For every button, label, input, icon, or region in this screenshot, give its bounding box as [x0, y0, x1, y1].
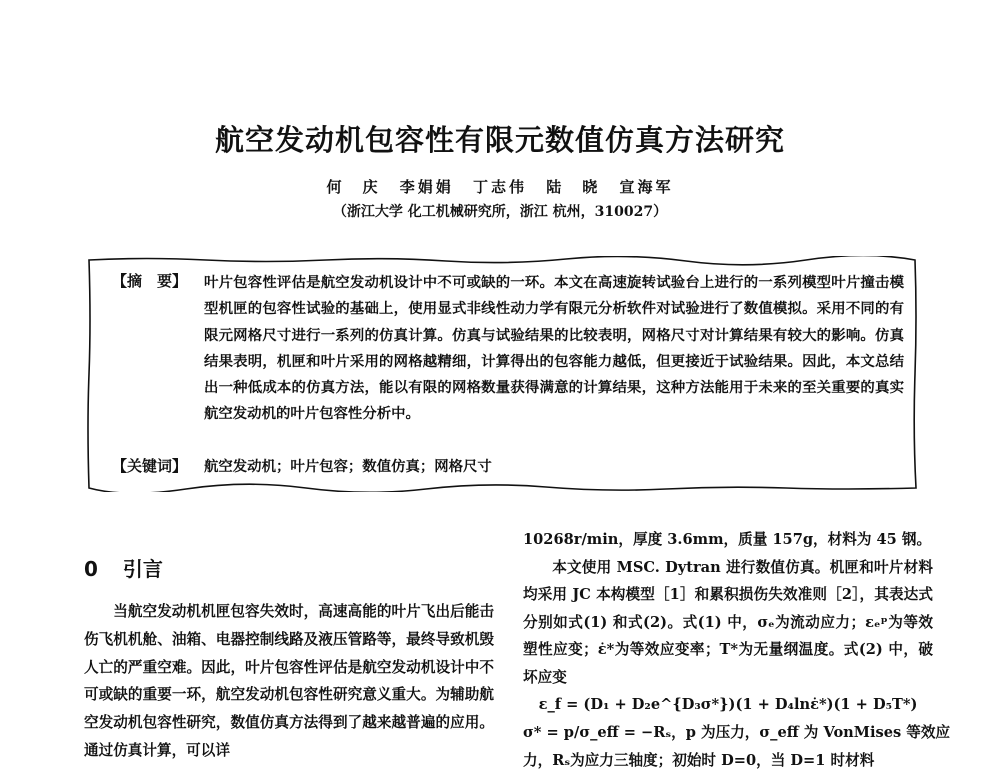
right-column — [523, 526, 933, 774]
author-list — [0, 176, 1000, 197]
paper-title: 航空发动机包容性有限元数值仿真方法研究 — [0, 118, 1000, 159]
abstract-label: 【摘 要】 — [112, 270, 187, 291]
abstract-text: 叶片包容性评估是航空发动机设计中不可或缺的一环。本文在高速旋转试验台上进行的一系列模型叶片撞击模型机匣的包容性试验的基础上，使用显式非线性动力学有限元分析软件对试验进行了数值模拟。采用不同的有限元网格尺寸进行一系列的仿真计算。仿真与试验结果的比较表明，网格尺寸对计算结果有较大的影响。仿真结果表明，机匣和叶片采用的网格越精细，计算得出的包容能力越低，但更接近于试验结果。因此，本文总结出一种低成本的仿真方法，能以有限的网格数量获得满意的计算结果，这种方法能用于未来的至关重要的真实航空发动机的叶片包容性分析中。 — [204, 270, 904, 428]
body-paragraph: 当航空发动机机匣包容失效时，高速高能的叶片飞出后能击伤飞机机舱、油箱、电器控制线路及液压管路等，最终导致机毁人亡的严重空难。因此，叶片包容性评估是航空发动机设计中不可或缺的重要一环，航空发动机包容性研究意义重大。为辅助航空发动机包容性研究，数值仿真方法得到了越来越普遍的应用。通过仿真计算，可以详 — [84, 598, 494, 765]
author-name: 丁志伟 — [473, 178, 527, 196]
section-title: 引言 — [123, 557, 163, 581]
author-name: 宣海军 — [619, 178, 673, 196]
left-column — [84, 598, 494, 765]
section-heading — [84, 553, 163, 582]
abstract-box — [86, 256, 918, 492]
section-number: 0 — [84, 557, 98, 581]
body-paragraph: 本文使用 MSC. Dytran 进行数值仿真。机匣和叶片材料均采用 JC 本构模型［1］和累积损伤失效准则［2］，其表达式分别如式(1) 和式(2)。式(1) 中，σₑ为流动应力；εₑᵖ为等效塑性应变；ε̇*为等效应变率；T*为无量纲温度。式(2) 中，破坏应变 — [523, 554, 933, 692]
keywords-text: 航空发动机；叶片包容；数值仿真；网格尺寸 — [204, 455, 492, 476]
body-line: 10268r/min，厚度 3.6mm，质量 157g，材料为 45 钢。 — [523, 526, 933, 554]
body-line: 力，Rₛ为应力三轴度；初始时 D=0，当 D=1 时材料 — [523, 747, 933, 774]
affiliation: （浙江大学 化工机械研究所，浙江 杭州，310027） — [0, 201, 1000, 221]
keywords-label: 【关键词】 — [112, 455, 187, 476]
body-line: σ* = p/σ_eff = −Rₛ，p 为压力，σ_eff 为 VonMises 等效应 — [523, 719, 933, 747]
author-name: 李娟娟 — [400, 178, 454, 196]
author-name: 何 庆 — [326, 178, 380, 196]
equation-2: ε_f = (D₁ + D₂e^{D₃σ*})(1 + D₄lnε̇*)(1 + D₅T*) — [523, 691, 933, 719]
author-name: 陆 晓 — [546, 178, 600, 196]
